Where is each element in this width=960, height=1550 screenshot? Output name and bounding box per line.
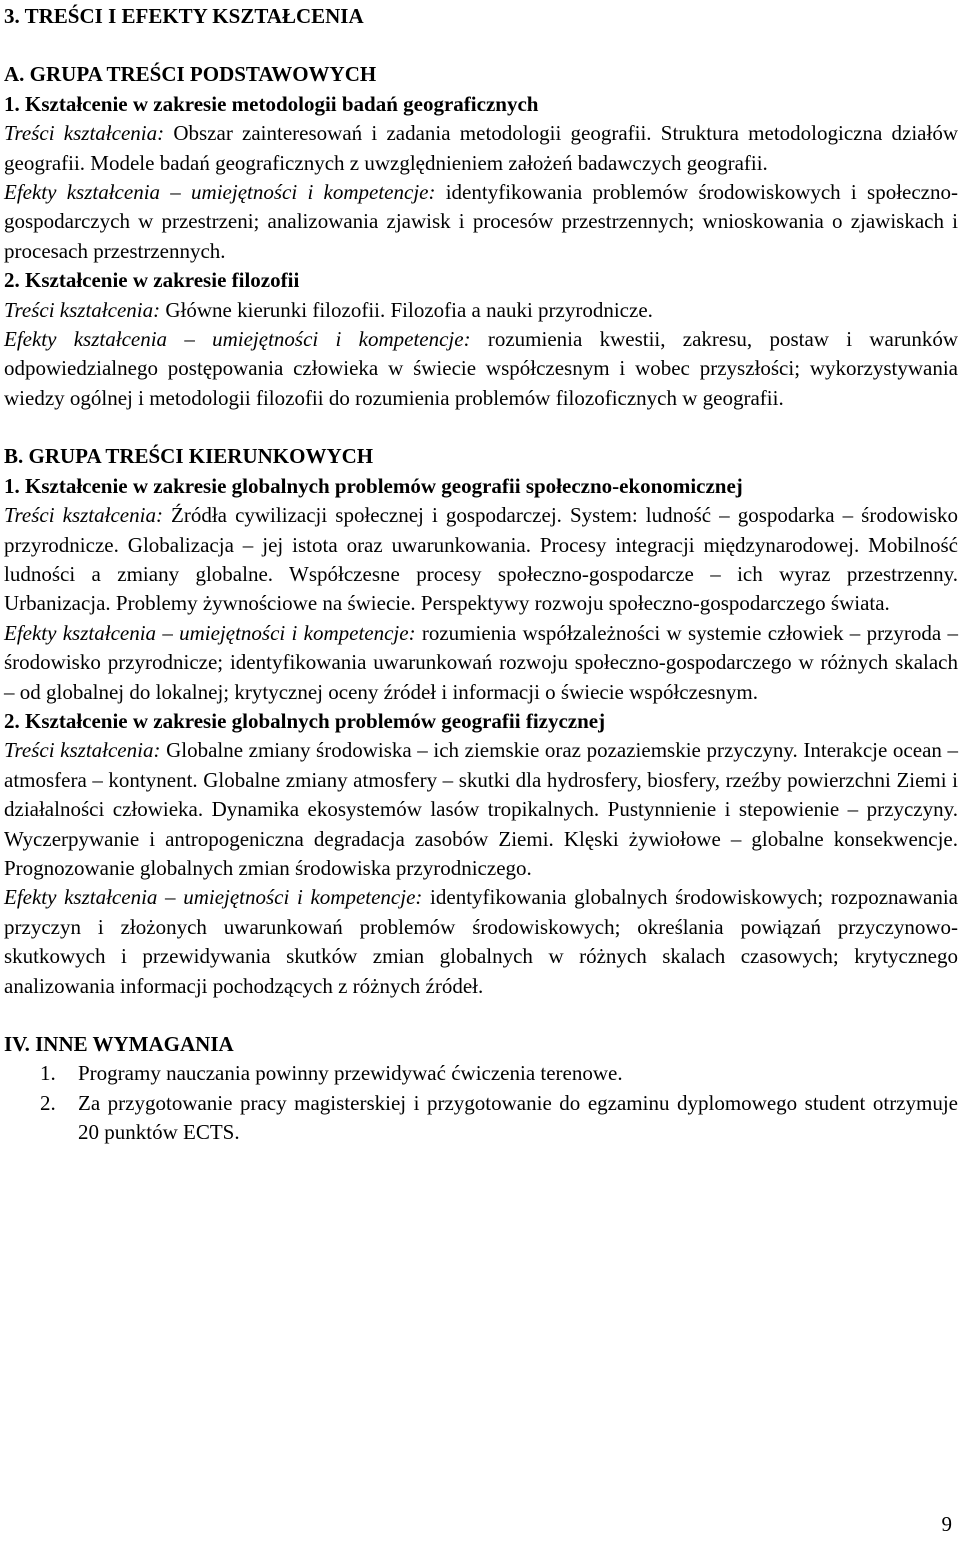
- effects-text: rozumienia współzależności w systemie człowiek – przyroda – środowisko przyrodnicze; identyfikowania uwarunkowań rozwoju społeczno-gospodarczego w różnych skalach – od globalnej do lokalnej; krytycznej oceny źródeł i informacji o świecie współczesnym.: [4, 620, 958, 704]
- other-requirements-list: [4, 1059, 958, 1147]
- content-label: Treści kształcenia:: [4, 503, 163, 528]
- other-requirements-title: IV. INNE WYMAGANIA: [4, 1032, 234, 1056]
- content-text: Źródła cywilizacji społecznej i gospodarczej. System: ludność – gospodarka – środowisko przyrodnicze. Globalizacja – jej istota oraz uwarunkowania. Procesy integracji międzynarodowej. Mobilność ludności a zmiany globalne. Współczesne procesy społeczno-gospodarcze – ich wyraz przestrzenny. Urbanizacja. Problemy żywnościowe na świecie. Perspektywy rozwoju społeczno-gospodarczego świata.: [4, 503, 958, 616]
- document-body: [4, 2, 958, 1148]
- list-item: [4, 1059, 958, 1088]
- list-item: [4, 1089, 958, 1148]
- group-b-item-2-effects: [4, 883, 958, 1001]
- effects-label: Efekty kształcenia – umiejętności i kompetencje:: [4, 180, 436, 205]
- content-text: Główne kierunki filozofii. Filozofia a nauki przyrodnicze.: [160, 297, 653, 322]
- list-item-number: 2.: [40, 1090, 56, 1115]
- effects-label: Efekty kształcenia – umiejętności i kompetencje:: [4, 327, 471, 352]
- content-text: Globalne zmiany środowiska – ich ziemskie oraz pozaziemskie przyczyny. Interakcje ocean – atmosfera – kontynent. Globalne zmiany atmosfery – skutki dla hydrosfery, biosfery, rzeźby powierzchni Ziemi i działalności człowieka. Dynamika ekosystemów lasów tropikalnych. Pustynnienie i stepowienie – przyczyny. Wyczerpywanie i antropogeniczna degradacja zasobów Ziemi. Klęski żywiołowe – globalne konsekwencje. Prognozowanie globalnych zmian środowiska przyrodniczego.: [4, 738, 958, 880]
- effects-label: Efekty kształcenia – umiejętności i kompetencje:: [4, 885, 423, 910]
- effects-text: identyfikowania globalnych środowiskowych; rozpoznawania przyczyn i złożonych uwarunkowań problemów środowiskowych; określania powiązań przyczynowo-skutkowych i przewidywania skutków zmian globalnych w różnych skalach czasowych; krytycznego analizowania informacji pochodzących z różnych źródeł.: [4, 885, 958, 998]
- group-a-item-1-content: [4, 119, 958, 178]
- content-text: Obszar zainteresowań i zadania metodologii geografii. Struktura metodologiczna działów geografii. Modele badań geograficznych z uwzględnieniem założeń badawczych geografii.: [4, 121, 958, 175]
- spacer: [4, 31, 958, 60]
- group-a-item-1-heading: 1. Kształcenie w zakresie metodologii badań geograficznych: [4, 91, 539, 116]
- group-b-item-2-heading: 2. Kształcenie w zakresie globalnych problemów geografii fizycznej: [4, 708, 606, 733]
- effects-text: rozumienia kwestii, zakresu, postaw i warunków odpowiedzialnego postępowania człowieka w świecie współczesnym i wobec przyszłości; wykorzystywania wiedzy ogólnej i metodologii filozofii do rozumienia problemów filozoficznych w geografii.: [4, 327, 958, 410]
- group-b-title: B. GRUPA TREŚCI KIERUNKOWYCH: [4, 444, 374, 469]
- group-b-item-2-content: [4, 736, 958, 883]
- section-title: 3. TREŚCI I EFEKTY KSZTAŁCENIA: [4, 4, 364, 28]
- group-a-title: A. GRUPA TREŚCI PODSTAWOWYCH: [4, 62, 377, 87]
- group-a-item-2-heading: 2. Kształcenie w zakresie filozofii: [4, 268, 300, 293]
- content-label: Treści kształcenia:: [4, 121, 165, 146]
- group-a-item-1-effects: [4, 178, 958, 266]
- group-b-item-1-heading: 1. Kształcenie w zakresie globalnych problemów geografii społeczno-ekonomicznej: [4, 473, 743, 498]
- page-number: 9: [941, 1512, 952, 1536]
- group-b-item-1-content: [4, 501, 958, 619]
- spacer: [4, 1001, 958, 1030]
- group-a-item-2-effects: [4, 325, 958, 413]
- effects-label: Efekty kształcenia – umiejętności i kompetencje:: [4, 620, 416, 645]
- list-item-number: 1.: [40, 1061, 56, 1086]
- spacer: [4, 413, 958, 442]
- group-a-item-2-content: [4, 296, 958, 325]
- list-item-text: Programy nauczania powinny przewidywać ćwiczenia terenowe.: [78, 1061, 623, 1086]
- content-label: Treści kształcenia:: [4, 738, 161, 763]
- group-b-item-1-effects: [4, 619, 958, 707]
- effects-text: identyfikowania problemów środowiskowych i społeczno-gospodarczych w przestrzeni; analizowania zjawisk i procesów przestrzennych; wnioskowania o zjawiskach i procesach przestrzennych.: [4, 180, 958, 263]
- list-item-text: Za przygotowanie pracy magisterskiej i przygotowanie do egzaminu dyplomowego student otrzymuje 20 punktów ECTS.: [78, 1090, 958, 1145]
- content-label: Treści kształcenia:: [4, 297, 161, 322]
